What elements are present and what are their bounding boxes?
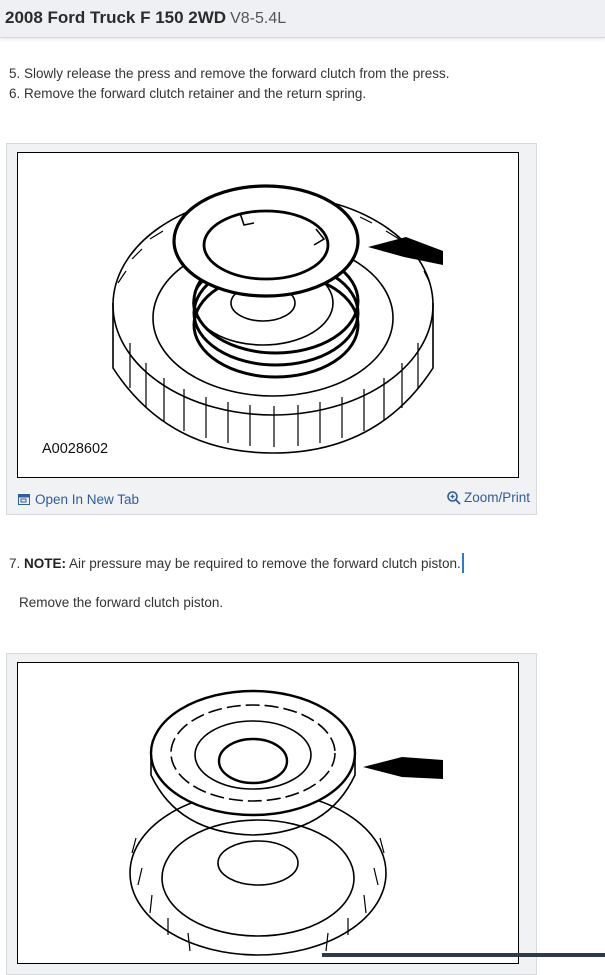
note-text: Air pressure may be required to remove the forward clutch piston. bbox=[66, 556, 461, 571]
page-header bbox=[0, 0, 605, 38]
pointer-arrow-icon bbox=[368, 237, 443, 265]
clutch-retainer-illustration bbox=[18, 153, 518, 477]
open-in-new-tab-label: Open In New Tab bbox=[35, 492, 140, 507]
step-7-note bbox=[9, 553, 464, 573]
step-6: 6. Remove the forward clutch retainer and the return spring. bbox=[9, 86, 367, 101]
step-7-instruction: Remove the forward clutch piston. bbox=[19, 595, 224, 610]
bottom-strip bbox=[322, 953, 605, 957]
new-tab-icon bbox=[18, 494, 30, 505]
text-cursor bbox=[462, 553, 464, 573]
step-7-number: 7. bbox=[9, 556, 21, 571]
zoom-print-label: Zoom/Print bbox=[463, 490, 530, 505]
figure-image-1[interactable] bbox=[17, 152, 519, 478]
figure-image-2[interactable] bbox=[17, 662, 519, 964]
figure-card-1 bbox=[6, 143, 537, 515]
page-title bbox=[5, 8, 286, 28]
procedure-steps bbox=[9, 64, 449, 104]
pointer-arrow-icon-2 bbox=[363, 757, 443, 779]
open-in-new-tab-link[interactable] bbox=[18, 492, 139, 507]
zoom-print-link[interactable] bbox=[447, 490, 530, 505]
figure-card-footer bbox=[7, 482, 536, 512]
clutch-piston-illustration bbox=[18, 663, 518, 963]
figure-id: A0028602 bbox=[42, 441, 109, 457]
engine-label: V8-5.4L bbox=[230, 10, 287, 27]
note-label: NOTE: bbox=[24, 556, 67, 571]
vehicle-title: 2008 Ford Truck F 150 2WD bbox=[5, 8, 227, 27]
figure-card-2 bbox=[6, 653, 537, 975]
step-5: 5. Slowly release the press and remove the forward clutch from the press. bbox=[9, 66, 450, 81]
zoom-icon bbox=[447, 491, 461, 505]
